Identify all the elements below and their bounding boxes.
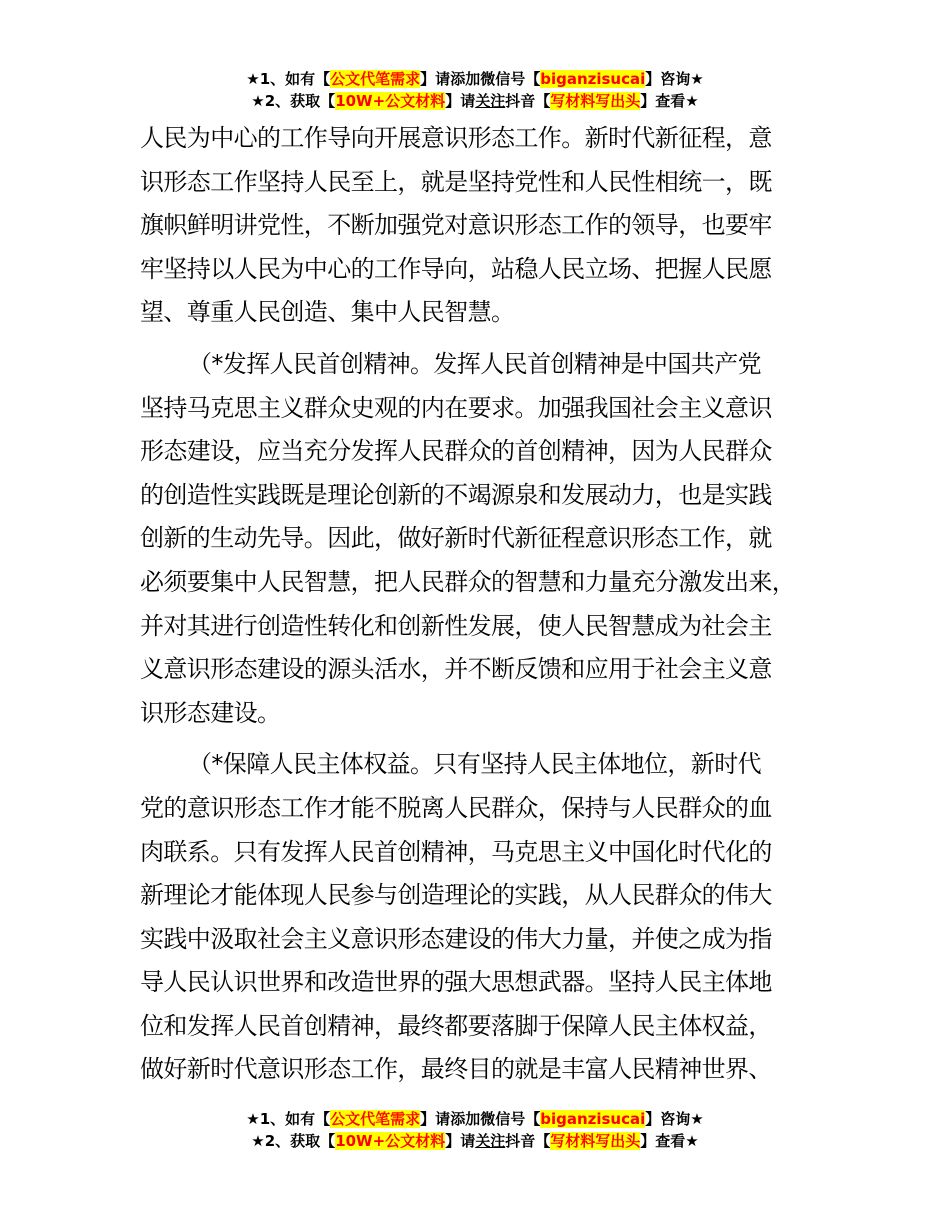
promo-text: ★1、如有【 <box>246 1110 331 1128</box>
text-line: 坚持马克思主义群众史观的内在要求。加强我国社会主义意识 <box>140 393 772 422</box>
promo-wechat-id: biganzisucai <box>540 1110 646 1128</box>
text-line: 实践中汲取社会主义意识形态建设的伟大力量，并使之成为指 <box>140 924 772 953</box>
promo-emphasis: 添加 <box>450 1110 481 1128</box>
text-line: 导人民认识世界和改造世界的强大思想武器。坚持人民主体地 <box>140 968 772 997</box>
text-line: 形态建设，应当充分发挥人民群众的首创精神，因为人民群众 <box>140 437 772 466</box>
promo-highlight: 10W+公文材料 <box>335 92 446 110</box>
promo-emphasis: 关注 <box>475 1132 506 1150</box>
text-line: 位和发挥人民首创精神，最终都要落脚于保障人民主体权益， <box>140 1011 772 1040</box>
promo-douyin-id: 写材料写出头 <box>550 92 641 110</box>
header-promo-line-1 <box>0 68 950 90</box>
header-promo-line-2 <box>0 90 950 112</box>
promo-text: 】请 <box>445 92 476 110</box>
promo-text: 】咨询★ <box>645 70 704 88</box>
promo-text: 抖音【 <box>505 1132 551 1150</box>
promo-text: 】请 <box>420 1110 451 1128</box>
text-line: 并对其进行创造性转化和创新性发展，使人民智慧成为社会主 <box>140 611 772 640</box>
promo-text: 微信号【 <box>480 70 541 88</box>
promo-text: ★1、如有【 <box>246 70 331 88</box>
promo-douyin-id: 写材料写出头 <box>550 1132 641 1150</box>
promo-emphasis: 关注 <box>475 92 506 110</box>
document-body <box>140 117 836 1092</box>
promo-text: ★2、获取【 <box>251 1132 336 1150</box>
text-line: 新理论才能体现人民参与创造理论的实践，从人民群众的伟大 <box>140 881 772 910</box>
text-line: 党的意识形态工作才能不脱离人民群众，保持与人民群众的血 <box>140 793 772 822</box>
promo-highlight: 公文代笔需求 <box>330 70 421 88</box>
promo-text: 】查看★ <box>640 92 699 110</box>
header-promo-banner <box>0 68 950 112</box>
text-line: 肉联系。只有发挥人民首创精神，马克思主义中国化时代化的 <box>140 837 772 866</box>
footer-promo-line-2 <box>0 1130 950 1152</box>
text-line: （*发挥人民首创精神。发挥人民首创精神是中国共产党 <box>188 349 761 378</box>
text-line: 的创造性实践既是理论创新的不竭源泉和发展动力，也是实践 <box>140 480 772 509</box>
promo-text: 】请 <box>420 70 451 88</box>
paragraph-2 <box>140 343 836 735</box>
footer-promo-banner <box>0 1108 950 1152</box>
promo-wechat-id: biganzisucai <box>540 70 646 88</box>
promo-text: 】请 <box>445 1132 476 1150</box>
text-line: 望、尊重人民创造、集中人民智慧。 <box>140 298 515 327</box>
text-line: 识形态建设。 <box>140 698 281 727</box>
text-line: （*保障人民主体权益。只有坚持人民主体地位，新时代 <box>188 750 761 779</box>
promo-highlight: 公文代笔需求 <box>330 1110 421 1128</box>
text-line: 识形态工作坚持人民至上，就是坚持党性和人民性相统一，既 <box>140 167 772 196</box>
paragraph-1 <box>140 117 836 335</box>
footer-promo-line-1 <box>0 1108 950 1130</box>
promo-text: ★2、获取【 <box>251 92 336 110</box>
text-line: 义意识形态建设的源头活水，并不断反馈和应用于社会主义意 <box>140 655 772 684</box>
promo-text: 抖音【 <box>505 92 551 110</box>
promo-text: 微信号【 <box>480 1110 541 1128</box>
text-line: 旗帜鲜明讲党性，不断加强党对意识形态工作的领导，也要牢 <box>140 211 772 240</box>
promo-text: 】咨询★ <box>645 1110 704 1128</box>
text-line: 人民为中心的工作导向开展意识形态工作。新时代新征程，意 <box>140 124 772 152</box>
text-line: 做好新时代意识形态工作，最终目的就是丰富人民精神世界、 <box>140 1055 772 1084</box>
text-line: 牢坚持以人民为中心的工作导向，站稳人民立场、把握人民愿 <box>140 254 772 283</box>
promo-text: 】查看★ <box>640 1132 699 1150</box>
text-line: 创新的生动先导。因此，做好新时代新征程意识形态工作，就 <box>140 524 772 553</box>
paragraph-3 <box>140 743 836 1092</box>
text-line: 必须要集中人民智慧，把人民群众的智慧和力量充分激发出来， <box>140 567 796 596</box>
promo-emphasis: 添加 <box>450 70 481 88</box>
promo-highlight: 10W+公文材料 <box>335 1132 446 1150</box>
